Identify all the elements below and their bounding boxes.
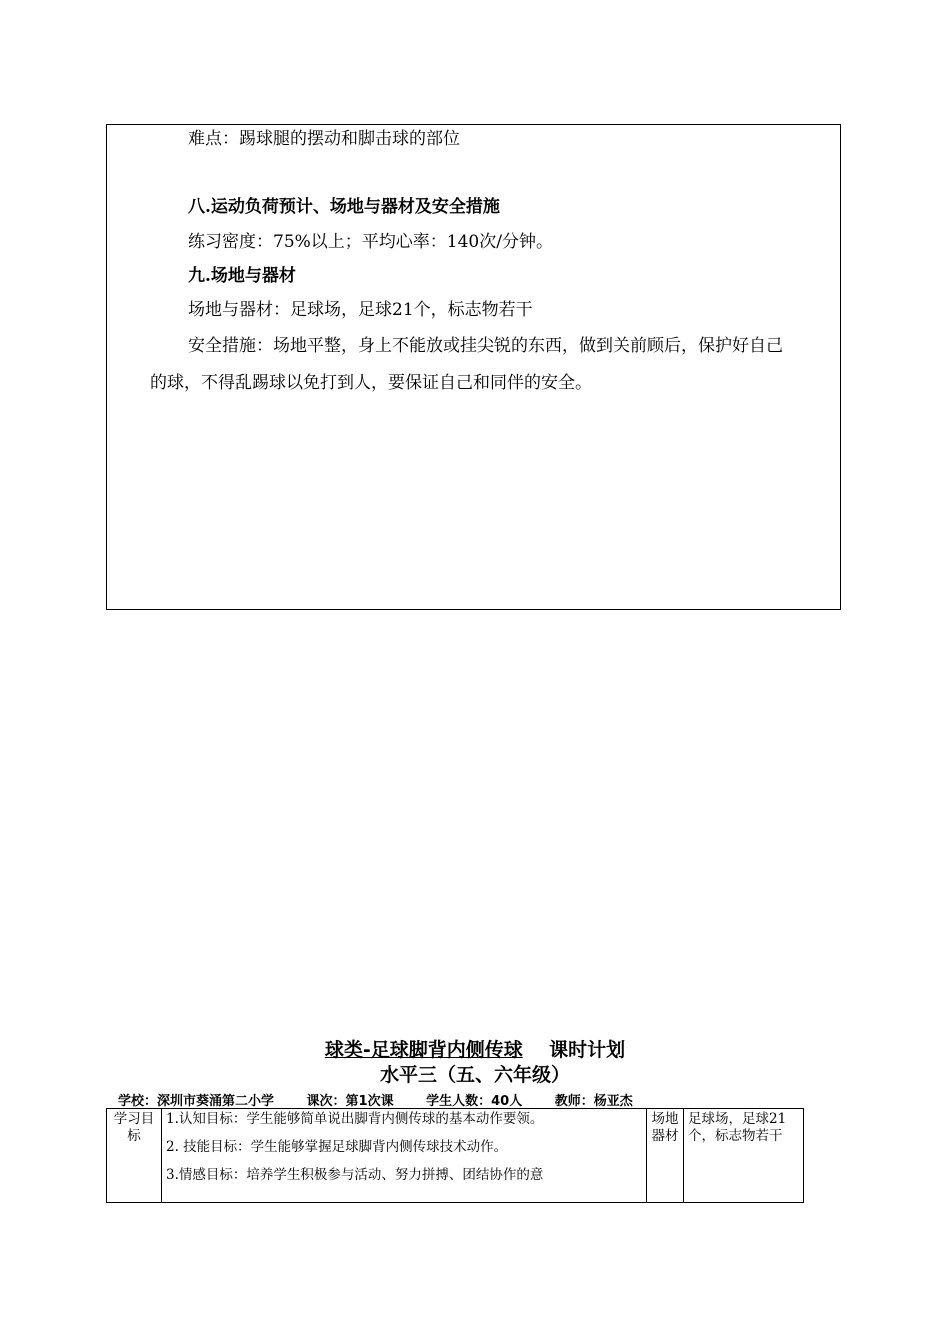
section-9-heading: 九.场地与器材 [188,266,296,286]
difficulty-text: 难点：踢球腿的摆动和脚击球的部位 [188,129,460,149]
plan-title-main: 球类-足球脚背内侧传球 [324,1039,523,1061]
plan-info-row [118,1090,661,1109]
section-8-heading: 八.运动负荷预计、场地与器材及安全措施 [188,197,500,217]
equipment-label-cell: 场地器材 [647,1109,684,1203]
goal-cognitive: 1.认知目标：学生能够简单说出脚背内侧传球的基本动作要领。 [166,1111,544,1127]
safety-measures-line2: 的球，不得乱踢球以免打到人，要保证自己和同伴的安全。 [150,373,592,393]
goal-affective: 3.情感目标：培养学生积极参与活动、努力拼搏、团结协作的意 [166,1167,544,1183]
table-row [107,1109,804,1203]
goals-label-cell: 学习目标 [107,1109,162,1203]
student-count-label: 学生人数：40人 [426,1094,523,1109]
goal-skill: 2. 技能目标：学生能够掌握足球脚背内侧传球技术动作。 [166,1139,508,1155]
plan-title-suffix: 课时计划 [549,1039,626,1061]
goals-cell [162,1109,647,1203]
teacher-label: 教师：杨亚杰 [554,1094,633,1109]
lesson-plan-table [106,1108,804,1203]
equipment-cell: 足球场，足球21个，标志物若干 [684,1109,804,1203]
venue-equipment-text: 场地与器材：足球场，足球21个，标志物若干 [188,300,533,320]
safety-measures-line1: 安全措施：场地平整，身上不能放或挂尖锐的东西，做到关前顾后，保护好自己 [188,336,783,356]
school-label: 学校：深圳市葵涌第二小学 [118,1094,275,1109]
plan-title [0,1038,950,1062]
lesson-number-label: 课次：第1次课 [306,1094,394,1109]
exercise-density-text: 练习密度：75%以上；平均心率：140次/分钟。 [188,232,553,252]
plan-subtitle: 水平三（五、六年级） [379,1064,570,1086]
